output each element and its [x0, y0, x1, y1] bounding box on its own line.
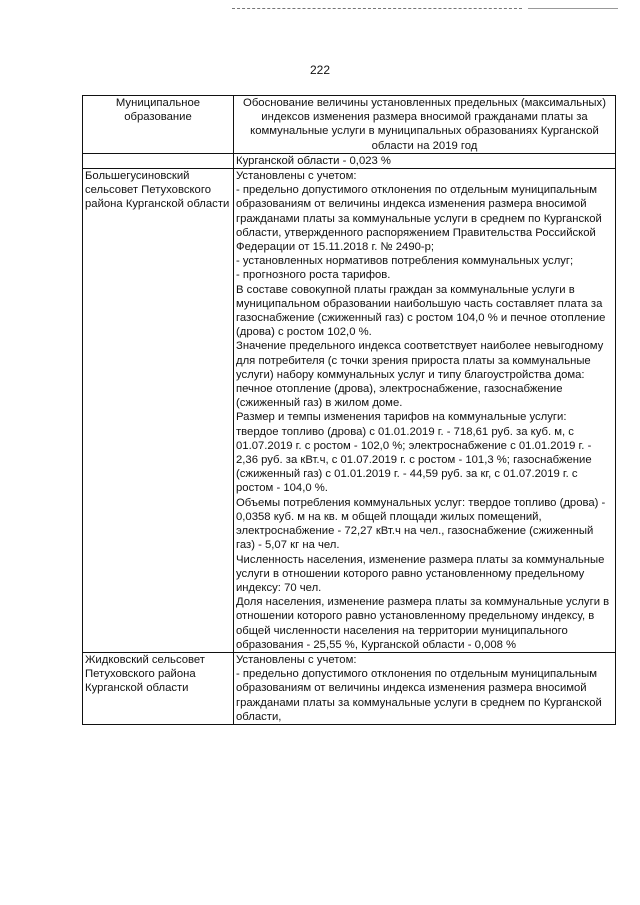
justification-paragraph: Объемы потребления коммунальных услуг: твердое топливо (дрова) - 0,0358 куб. м на кв. м общей площади жилых помещений, электроснабжение - 72,27 кВт.ч на чел., газоснабжение (сжиженный газ) - 5,07 кг на чел.	[236, 496, 606, 552]
top-scan-rule	[232, 8, 522, 9]
justification-paragraph: - предельно допустимого отклонения по отдельным муниципальным образованиям от величины индекса изменения размера вносимой гражданами платы за коммунальные услуги в среднем по Курганской области,	[236, 668, 602, 723]
municipality-cell: Большегусиновский сельсовет Петуховского района Курганской области	[83, 169, 234, 653]
justification-paragraph: твердое топливо (дрова) с 01.01.2019 г. - 718,61 руб. за куб. м, с 01.07.2019 г. с ростом - 102,0 %; электроснабжение с 01.01.2019 г. - 2,36 руб. за кВт.ч, с 01.07.2019 г. с ростом - 101,3 %; газоснабжение (сжиженный газ) с 01.01.2019 г. - 44,59 руб. за кг, с 01.07.2019 г. с ростом - 104,0 %.	[236, 425, 592, 495]
header-justification: Обоснование величины установленных предельных (максимальных) индексов изменения размера вносимой гражданами платы за коммунальные услуги в муниципальных образованиях Курганской области на 2019 год	[234, 96, 616, 154]
justification-cell	[234, 169, 616, 653]
page-number: 222	[309, 63, 331, 77]
table-row	[83, 169, 616, 653]
justification-paragraph: Размер и темпы изменения тарифов на коммунальные услуги:	[236, 411, 567, 424]
justification-paragraph: Доля населения, изменение размера платы за коммунальные услуги в отношении которого равно установленному предельному индексу, в общей численности населения на территории муниципального образования - 25,55 %, Курганской области - 0,008 %	[236, 596, 610, 651]
justification-table	[82, 95, 616, 725]
header-municipality: Муниципальное образование	[83, 96, 234, 154]
justification-paragraph: Курганской области - 0,023 %	[236, 154, 391, 167]
justification-paragraph: Установлены с учетом:	[236, 170, 357, 183]
justification-cell	[234, 652, 616, 724]
top-scan-rule-right	[528, 8, 618, 9]
table-row	[83, 652, 616, 724]
justification-paragraph: В составе совокупной платы граждан за коммунальные услуги в муниципальном образовании наибольшую часть составляет плата за газоснабжение (сжиженный газ) с ростом 104,0 % и печное отопление (дрова) с ростом 102,0 %.	[236, 283, 606, 339]
justification-paragraph: - установленных нормативов потребления коммунальных услуг;	[236, 255, 574, 268]
justification-paragraph: Установлены с учетом:	[236, 653, 357, 666]
justification-paragraph: - прогнозного роста тарифов.	[236, 269, 391, 282]
municipality-cell	[83, 153, 234, 168]
justification-paragraph: Значение предельного индекса соответствует наиболее невыгодному для потребителя (с точки зрения прироста платы за коммунальные услуги) набору коммунальных услуг и типу благоустройства дома:	[236, 340, 604, 381]
justification-paragraph: - предельно допустимого отклонения по отдельным муниципальным образованиям от величины индекса изменения размера вносимой гражданами платы за коммунальные услуги в среднем по Курганской области, утвержденного распоряжением Правительства Российской Федерации от 15.11.2018 г. № 2490-р;	[236, 184, 602, 254]
table-row	[83, 153, 616, 168]
justification-cell	[234, 153, 616, 168]
justification-paragraph: печное отопление (дрова), электроснабжение, газоснабжение (сжиженный газ) в жилом доме.	[236, 383, 563, 410]
municipality-cell: Жидковский сельсовет Петуховского района Курганской области	[83, 652, 234, 724]
table-header-row	[83, 96, 616, 154]
justification-paragraph: Численность населения, изменение размера платы за коммунальные услуги в отношении которого равно установленному предельному индексу: 70 чел.	[236, 553, 605, 594]
